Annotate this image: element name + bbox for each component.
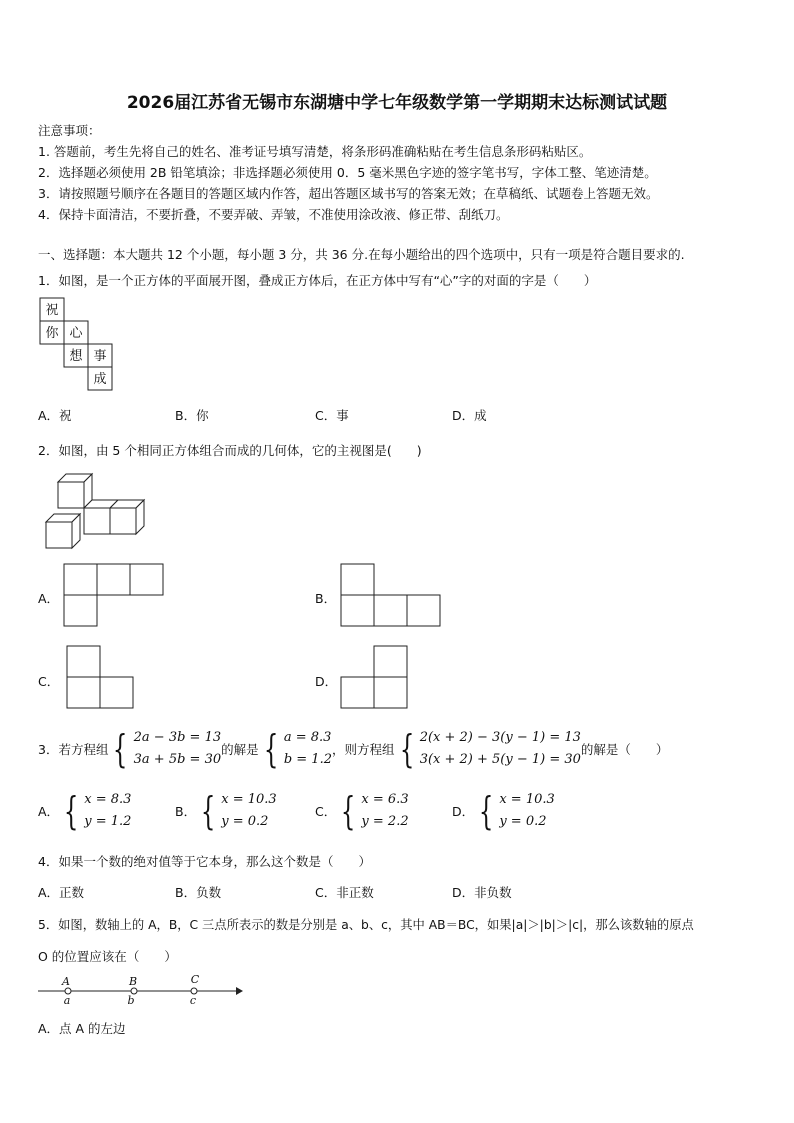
q5-number-line-figure bbox=[36, 972, 246, 1008]
q3-option-d-x: x = 10.3 bbox=[499, 792, 555, 807]
q1-option-a[interactable]: A．祝 bbox=[38, 408, 72, 423]
q3-sol1-a: a = 8.3 bbox=[283, 730, 332, 745]
section-heading: 一、选择题：本大题共 12 个小题，每小题 3 分，共 36 分.在每小题给出的四个选项中，只有一项是符合题目要求的. bbox=[38, 247, 685, 262]
q3-option-d-y: y = 0.2 bbox=[499, 814, 547, 829]
value-a-label: a bbox=[63, 994, 71, 1007]
q3-system-1: { 2a − 3b = 13 3a + 5b = 30 bbox=[113, 727, 222, 771]
q1-option-d[interactable]: D．成 bbox=[452, 408, 487, 423]
q3-sys2-eq1: 2(x + 2) − 3(y − 1) = 13 bbox=[419, 730, 581, 745]
point-a-label: A bbox=[62, 975, 70, 988]
point-c-label: C bbox=[190, 973, 200, 986]
q2-label-a[interactable]: A． bbox=[38, 591, 60, 606]
q3-option-a-x: x = 8.3 bbox=[84, 792, 132, 807]
q2-label-b[interactable]: B． bbox=[315, 591, 337, 606]
q3-stem bbox=[38, 727, 668, 771]
q3-option-b-x: x = 10.3 bbox=[221, 792, 277, 807]
q3-mid1: 的解是 bbox=[221, 742, 259, 757]
q3-post: 的解是（ ） bbox=[580, 742, 669, 757]
notice-item-3: 3．请按照题号顺序在各题目的答题区域内作答，超出答题区域书写的答案无效；在草稿纸、试题卷上答题无效。 bbox=[38, 186, 659, 201]
q3-pre: 3．若方程组 bbox=[38, 742, 109, 757]
q3-option-a-y: y = 1.2 bbox=[84, 814, 132, 829]
q1-option-b[interactable]: B．你 bbox=[175, 408, 209, 423]
q5-option-a[interactable]: A．点 A 的左边 bbox=[38, 1021, 126, 1036]
q5-stem-line2: O 的位置应该在（ ） bbox=[38, 949, 177, 964]
notice-heading: 注意事项： bbox=[38, 123, 101, 138]
q1-stem: 1．如图，是一个正方体的平面展开图，叠成正方体后，在正方体中写有“心”字的对面的字是（ ） bbox=[38, 273, 597, 288]
net-char-4: 想 bbox=[69, 349, 83, 364]
q4-option-d[interactable]: D．非负数 bbox=[452, 885, 512, 900]
net-char-2: 你 bbox=[45, 326, 59, 341]
q2-label-d[interactable]: D． bbox=[315, 674, 338, 689]
q5-stem-line1: 5．如图，数轴上的 A，B，C 三点所表示的数是分别是 a、b、c，其中 AB＝BC，如果|a|＞|b|＞|c|，那么该数轴的原点 bbox=[38, 918, 694, 932]
q2-option-a-figure[interactable] bbox=[63, 563, 165, 629]
q3-option-b-y: y = 0.2 bbox=[221, 814, 269, 829]
q3-solution-1: { a = 8.3 b = 1.2 bbox=[263, 727, 332, 771]
q4-option-b[interactable]: B．负数 bbox=[175, 885, 222, 900]
q3-option-a[interactable]: A． { x = 8.3 y = 1.2 bbox=[38, 789, 132, 833]
notice-item-2: 2．选择题必须使用 2B 铅笔填涂；非选择题必须使用 0．5 毫米黑色字迹的签字笔书写，字体工整、笔迹清楚。 bbox=[38, 165, 657, 180]
notice-item-1: 1. 答题前，考生先将自己的姓名、准考证号填写清楚，将条形码准确粘贴在考生信息条形码粘贴区。 bbox=[38, 144, 592, 159]
q1-cube-net-figure bbox=[38, 296, 118, 396]
net-char-5: 事 bbox=[93, 349, 107, 364]
q2-option-d-figure[interactable] bbox=[340, 645, 410, 711]
arrow-right-icon bbox=[236, 987, 243, 995]
net-char-6: 成 bbox=[93, 372, 107, 387]
q2-cube-solid-figure bbox=[44, 472, 154, 554]
q3-sys2-eq2: 3(x + 2) + 5(y − 1) = 30 bbox=[419, 752, 581, 767]
value-c-label: c bbox=[189, 994, 197, 1007]
q4-option-c[interactable]: C．非正数 bbox=[315, 885, 374, 900]
q2-option-c-figure[interactable] bbox=[66, 645, 136, 711]
q3-option-c[interactable]: C． { x = 6.3 y = 2.2 bbox=[315, 789, 409, 833]
q3-option-c-label: C． bbox=[315, 804, 337, 819]
q3-option-c-y: y = 2.2 bbox=[361, 814, 409, 829]
q2-stem: 2．如图，由 5 个相同正方体组合而成的几何体，它的主视图是( ) bbox=[38, 443, 422, 458]
q3-option-b[interactable]: B． { x = 10.3 y = 0.2 bbox=[175, 789, 277, 833]
q2-label-c[interactable]: C． bbox=[38, 674, 60, 689]
notice-item-4: 4．保持卡面清洁，不要折叠，不要弄破、弄皱，不准使用涂改液、修正带、刮纸刀。 bbox=[38, 207, 509, 222]
q3-sys1-eq2: 3a + 5b = 30 bbox=[133, 752, 222, 767]
q3-sys1-eq1: 2a − 3b = 13 bbox=[133, 730, 222, 745]
value-b-label: b bbox=[127, 994, 135, 1007]
q3-option-c-x: x = 6.3 bbox=[361, 792, 409, 807]
q3-sol1-b: b = 1.2 bbox=[283, 752, 332, 767]
q1-option-c[interactable]: C．事 bbox=[315, 408, 349, 423]
q3-option-b-label: B． bbox=[175, 804, 197, 819]
q3-option-d[interactable]: D． { x = 10.3 y = 0.2 bbox=[452, 789, 555, 833]
net-char-1: 祝 bbox=[45, 303, 59, 318]
q2-option-b-figure[interactable] bbox=[340, 563, 442, 629]
net-char-3: 心 bbox=[69, 326, 83, 341]
q3-mid2: ，则方程组 bbox=[331, 742, 395, 757]
page-title: 2026届江苏省无锡市东湖塘中学七年级数学第一学期期末达标测试试题 bbox=[126, 93, 668, 113]
q3-option-d-label: D． bbox=[452, 804, 475, 819]
q4-stem: 4．如果一个数的绝对值等于它本身，那么这个数是（ ） bbox=[38, 854, 371, 869]
q3-system-2: { 2(x + 2) − 3(y − 1) = 13 3(x + 2) + 5(y − 1) = 30 bbox=[399, 727, 581, 771]
q4-option-a[interactable]: A．正数 bbox=[38, 885, 85, 900]
point-b-label: B bbox=[128, 975, 138, 988]
q3-option-a-label: A． bbox=[38, 804, 60, 819]
